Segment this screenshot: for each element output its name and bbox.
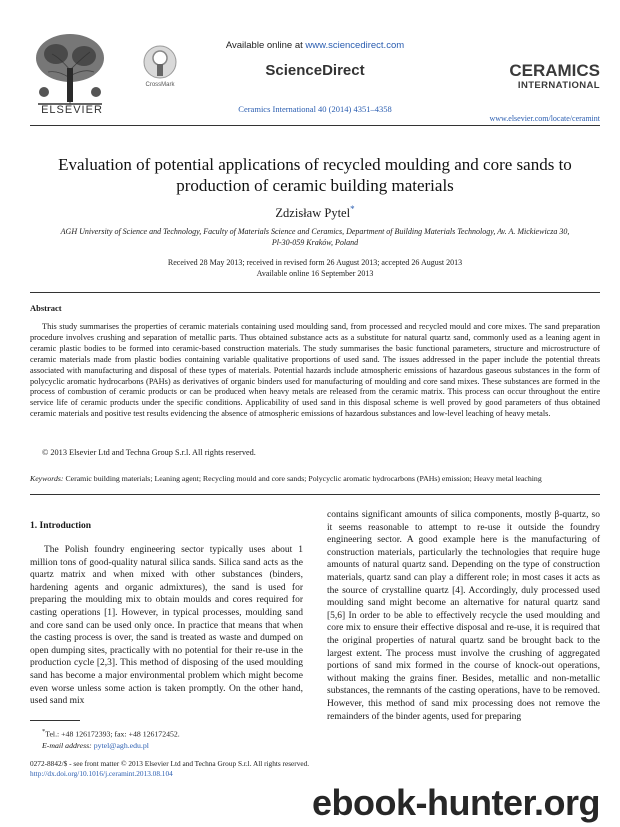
sciencedirect-wordmark: ScienceDirect xyxy=(265,62,365,79)
article-title: Evaluation of potential applications of recycled moulding and core sands to production of ceramic building materials xyxy=(58,155,572,195)
available-online-line xyxy=(205,40,425,51)
journal-wordmark-sub: INTERNATIONAL xyxy=(517,80,600,91)
crossmark-icon[interactable] xyxy=(142,44,178,80)
watermark-text: ebook-hunter.org xyxy=(312,782,600,823)
sciencedirect-link[interactable]: www.sciencedirect.com xyxy=(305,40,405,51)
journal-wordmark: CERAMICS xyxy=(509,61,600,80)
author-line xyxy=(30,204,600,221)
author-email-link[interactable]: pytel@agh.edu.pl xyxy=(93,740,149,750)
doi-link[interactable]: http://dx.doi.org/10.1016/j.ceramint.2013.08.104 xyxy=(30,769,173,778)
available-prefix: Available online at xyxy=(225,40,306,51)
elsevier-tree-logo xyxy=(30,28,110,106)
abstract-heading: Abstract xyxy=(30,303,62,313)
body-column-right: contains significant amounts of silica components, mostly β-quartz, so it seems reasonable to attempt to re-use it outside the foundry engineering sector. A good example here is the manufacturing of construction materials, particularly the technologies that require huge amounts of natural quartz sand. Depending on the type of construction materials, quartz sand can play a different role; in most cases it acts as the source of crystalline quartz [4]. Accordingly, duly processed used moulding sand might become an alternative for natural quartz sand [5,6] In order to be able to effectively recycle the used moulding and core mix to ensure their effective disposal and re-use, it is required that the original properties of natural quartz sand be brought back to the largest extent. The process must involve the crushing of aggregated portions of sand mix formed in the course of knock-out operations, without making the grains finer. Besides, metallic and non-metallic substances, the remnants of the casting operations, have to be removed. However, this method of sand mix processing does not remove the remainders of the binder agents, used for preparing xyxy=(327,510,600,722)
footnote-marker: * xyxy=(42,728,46,735)
abstract-text: This study summarises the properties of ceramic materials containing used moulding sand, from processed and recycled mould and core mixes. The sand preparation procedure involves crushing and separation of metallic parts. Thus obtained substance acts as a substitute for natural quartz sand, commonly used as a leaning agent in ceramic plastic bodies to be formed into ceramic-based construction materials. The study summarises the basic functional parameters, structure and microstructure of ceramic materials made from plastic bodies containing variable qualitative proportions of used sand. The issues addressed in the paper include the potential threats associated with manufacturing and disposal of these types of materials. Potential hazards include atmospheric emissions of hazardous gaseous substances in the form of polycyclic aromatic hydrocarbons (PAHs) as derivatives of organic binders used for manufacturing of moulding and core sand mixes. These substances are formed in the process of combustion of ceramic products or can be produced when heavy metals are released from the ceramic matrix. This process can occur throughout the entire service life of ceramic products under the specific conditions. Applicability of used sand in this disposal scheme is well proved by good parameters of thus obtained ceramic materials and positive test results evidencing the absence of atmospheric emissions of hazardous substances and low-level leaching of heavy metals. xyxy=(30,322,600,419)
received-dates: Received 28 May 2013; received in revised form 26 August 2013; accepted 26 August 2013 xyxy=(167,258,463,267)
publisher-wordmark: ELSEVIER xyxy=(41,104,103,116)
keywords-line xyxy=(30,473,600,484)
author-affiliation: AGH University of Science and Technology, Faculty of Materials Science and Ceramics, Department of Building Materials Technology, Av. A. Mickiewicza 30, Pl-30-059 Kraków, Poland xyxy=(60,227,570,247)
issn-line: 0272-8842/$ - see front matter © 2013 Elsevier Ltd and Techna Group S.r.l. All rights reserved. xyxy=(30,759,310,768)
body-column-left: The Polish foundry engineering sector typically uses about 1 million tons of good-quality natural silica sands. Silica sand acts as the quartz matrix and when mixed with other substances (binders, hardening agents and organic admixtures), the sand is used for preparing the moulding mix to obtain moulds and cores required for casting operations [1]. However, in typical processes, moulding sand and core sand can be used only once. In practice that means that when the casting process is over, the sand is treated as waste and dumped on open dumping sites, practically with no potential for their re-use in the production cycle [2,3]. This method of disposing of the used moulding sand has become a major environmental problem which might become even worse unless some action is taken promptly. On the other hand, used sand mix xyxy=(30,545,303,707)
author-footnote xyxy=(42,726,302,751)
footnote-divider xyxy=(30,720,80,721)
keywords-list: Ceramic building materials; Leaning agent; Recycling mould and core sands; Polycyclic aromatic hydrocarbons (PAHs) emission; Heavy metal leaching xyxy=(63,474,542,483)
front-matter-line xyxy=(30,759,450,779)
journal-homepage-link[interactable]: www.elsevier.com/locate/ceramint xyxy=(489,114,600,123)
keywords-label: Keywords: xyxy=(30,474,64,483)
header-divider xyxy=(30,125,600,126)
journal-reference-link[interactable]: Ceramics International 40 (2014) 4351–4358 xyxy=(238,104,392,114)
abstract-copyright: © 2013 Elsevier Ltd and Techna Group S.r.l. All rights reserved. xyxy=(42,448,256,457)
section-heading-introduction: 1. Introduction xyxy=(30,521,92,531)
author-name: Zdzisław Pytel xyxy=(275,206,351,221)
author-footnote-marker[interactable]: * xyxy=(350,204,355,214)
abstract-bottom-divider xyxy=(30,494,600,495)
online-date: Available online 16 September 2013 xyxy=(256,269,374,278)
footnote-contact xyxy=(42,726,302,740)
footnote-email-line xyxy=(42,740,302,751)
article-history xyxy=(30,257,600,279)
abstract-top-divider xyxy=(30,292,600,293)
crossmark-label: CrossMark xyxy=(145,82,175,88)
footnote-email-label: E-mail address: xyxy=(42,740,94,750)
footnote-phone: Tel.: +48 126172393; fax: +48 126172452. xyxy=(45,729,180,739)
